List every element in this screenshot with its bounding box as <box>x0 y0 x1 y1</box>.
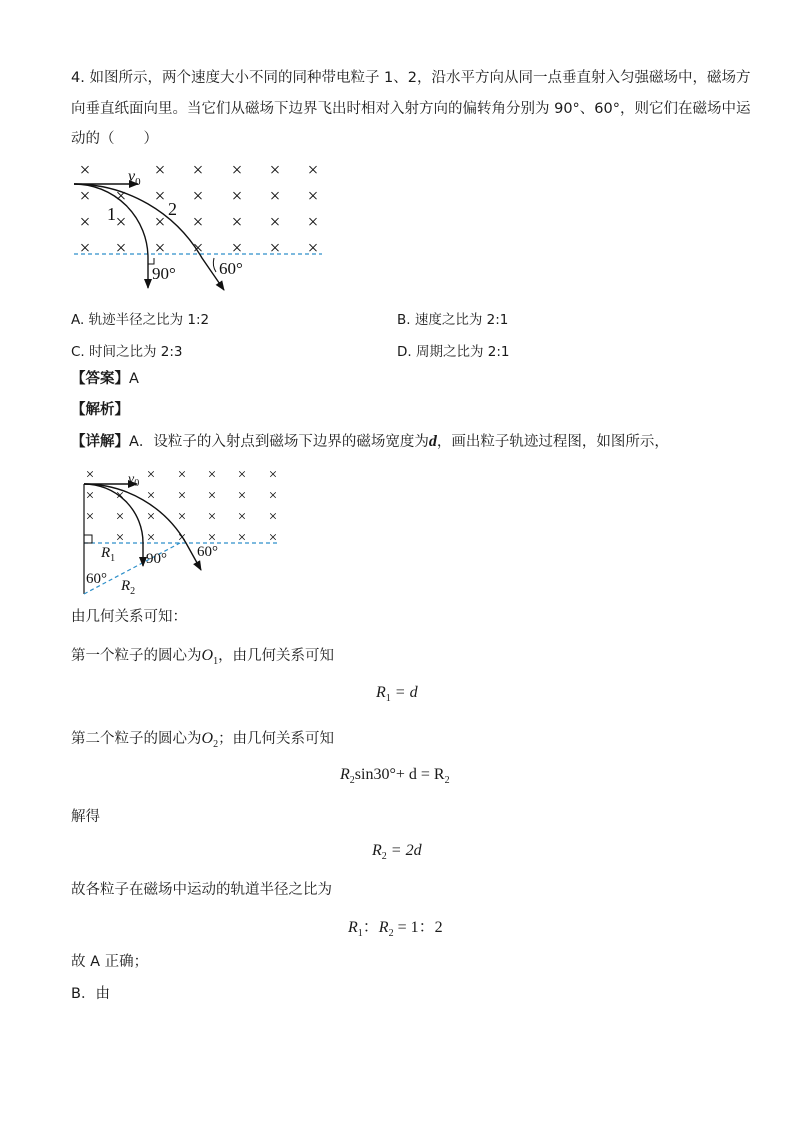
option-a[interactable]: A. 轨迹半径之比为 1:2 <box>71 312 210 328</box>
field-cross: × <box>115 530 125 546</box>
angle-90-label-2: 90° <box>146 551 167 567</box>
field-cross: × <box>207 530 217 546</box>
field-cross: × <box>269 160 281 181</box>
field-cross: × <box>154 238 166 259</box>
field-cross: × <box>115 488 125 504</box>
field-cross: × <box>146 509 156 525</box>
field-cross: × <box>269 238 281 259</box>
field-cross: × <box>192 186 204 207</box>
field-cross: × <box>177 530 187 546</box>
field-cross: × <box>85 509 95 525</box>
field-cross: × <box>307 186 319 207</box>
field-cross: × <box>237 509 247 525</box>
field-cross: × <box>207 509 217 525</box>
angle-90-label: 90° <box>152 264 176 283</box>
field-cross: × <box>207 467 217 483</box>
field-cross: × <box>192 212 204 233</box>
first-center-line: 第一个粒子的圆心为$O_1$，由几何关系可知 <box>71 647 335 667</box>
field-cross: × <box>307 160 319 181</box>
question-line-2: 向垂直纸面向里。当它们从磁场下边界飞出时相对入射方向的偏转角分别为 90°、60°，则它们在磁场中运 <box>71 101 751 117</box>
r2-label: $R_2$ <box>121 578 136 597</box>
field-cross: × <box>79 186 91 207</box>
geom-intro: 由几何关系可知： <box>71 609 187 625</box>
field-cross: × <box>237 467 247 483</box>
equation-ratio: $R_1$：$R_2 = 1$：2 <box>348 919 443 940</box>
field-cross: × <box>85 467 95 483</box>
field-cross: × <box>268 530 278 546</box>
detail-text: A．设粒子的入射点到磁场下边界的磁场宽度为 <box>129 434 429 450</box>
field-cross: × <box>268 488 278 504</box>
right-angle-box <box>84 535 92 543</box>
field-cross: × <box>177 488 187 504</box>
v0-label: $v_0$ <box>128 168 141 188</box>
particle-2-label: 2 <box>168 199 177 219</box>
field-cross: × <box>268 467 278 483</box>
field-cross: × <box>307 212 319 233</box>
angle-60-label-2: 60° <box>197 544 218 560</box>
field-cross: × <box>154 186 166 207</box>
equation-r2-geometry: $R_2\sin 30^\circ+ d = R_2$ <box>340 766 450 787</box>
field-cross: × <box>231 160 243 181</box>
field-cross: × <box>231 186 243 207</box>
field-cross: × <box>154 160 166 181</box>
equation-r1: $R_1 = d$ <box>376 684 418 705</box>
field-cross: × <box>115 186 127 207</box>
field-cross: × <box>146 530 156 546</box>
field-cross: × <box>146 467 156 483</box>
r1-label: $R_1$ <box>101 545 116 564</box>
field-cross: × <box>192 160 204 181</box>
question-line-3: 动的（ ） <box>71 131 158 147</box>
field-cross: × <box>268 509 278 525</box>
section-b-start: B．由 <box>71 986 110 1002</box>
conclusion-a: 故 A 正确； <box>71 954 149 970</box>
field-cross: × <box>115 509 125 525</box>
field-cross: × <box>154 212 166 233</box>
field-cross: × <box>307 238 319 259</box>
field-cross: × <box>269 212 281 233</box>
particle-1-label: 1 <box>107 204 116 224</box>
second-center-line: 第二个粒子的圆心为$O_2$；由几何关系可知 <box>71 730 335 750</box>
option-b[interactable]: B. 速度之比为 2:1 <box>397 312 509 328</box>
field-cross: × <box>79 212 91 233</box>
equation-r2-result: $R_2 = 2d$ <box>372 842 422 863</box>
analysis-tag: 【解析】 <box>71 402 129 418</box>
option-d[interactable]: D. 周期之比为 2:1 <box>397 344 510 360</box>
field-cross: × <box>177 467 187 483</box>
question-line-1: 4. 如图所示，两个速度大小不同的同种带电粒子 1、2，沿水平方向从同一点垂直射入匀强磁场中，磁场方 <box>71 70 751 86</box>
angle-60-label-3: 60° <box>86 571 107 587</box>
field-cross: × <box>177 509 187 525</box>
ratio-intro: 故各粒子在磁场中运动的轨道半径之比为 <box>71 882 332 898</box>
field-cross: × <box>192 238 204 259</box>
detail-tag: 【详解】 <box>71 434 129 450</box>
field-cross: × <box>269 186 281 207</box>
solve-label: 解得 <box>71 809 100 825</box>
field-cross: × <box>237 488 247 504</box>
v0-label-2: $v_0$ <box>128 472 140 489</box>
field-cross: × <box>79 238 91 259</box>
answer-tag: 【答案】 <box>71 371 129 387</box>
field-cross: × <box>79 160 91 181</box>
field-cross: × <box>237 530 247 546</box>
angle-60-label: 60° <box>219 259 243 278</box>
field-cross: × <box>146 488 156 504</box>
detail-text-2: ，画出粒子轨迹过程图，如图所示， <box>436 434 669 450</box>
field-cross: × <box>85 488 95 504</box>
option-c[interactable]: C. 时间之比为 2:3 <box>71 344 183 360</box>
answer-value: A <box>129 371 139 387</box>
field-cross: × <box>231 238 243 259</box>
field-cross: × <box>115 212 127 233</box>
field-cross: × <box>231 212 243 233</box>
detail-var: d <box>428 433 437 450</box>
field-cross: × <box>207 488 217 504</box>
field-cross: × <box>115 238 127 259</box>
